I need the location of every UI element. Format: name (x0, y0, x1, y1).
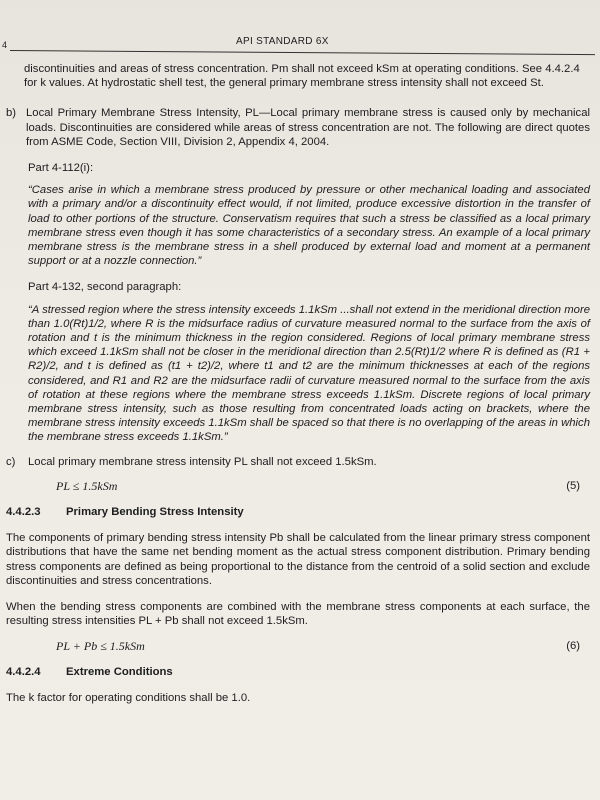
equation-5-expression: PL ≤ 1.5kSm (56, 478, 118, 493)
equation-5 (56, 479, 580, 493)
item-b-label: b) (6, 107, 17, 120)
item-c-label: c) (6, 455, 16, 468)
equation-6-expression: PL + Pb ≤ 1.5kSm (56, 638, 145, 653)
section-4423-paragraph-1: The components of primary bending stress intensity Pb shall be calculated from the linear primary stress component distributions that have the same net bending moment as the actual stress component distribution. Primary bending stress components are defined as being proportional to the distance from the centroid of a solid section and exclude discontinuities and stress concentrations. (6, 532, 590, 587)
page-content (6, 62, 590, 705)
section-4424-title: Extreme Conditions (66, 665, 173, 678)
part-4-132-quote: “A stressed region where the stress intensity exceeds 1.1kSm ...shall not extend in the meridional direction more than 1.0(Rt)1/2, where R is the midsurface radius of curvature measured normal to the surface from the axis of rotation and t is the minimum thickness in the region considered. Regions of local primary membrane stress which exceed 1.1kSm shall not be closer in the meridional direction than 2.5(Rt)1/2 where R is defined as (R1 + R2)/2, and t is defined as (t1 + t2)/2, where t1 and t2 are the minimum thicknesses at each of the regions considered, and R1 and R2 are the midsurface radii of curvature measured normal to the surface from the axis of rotation at these regions where the membrane stress exceeds 1.1kSm. Discrete regions of local primary membrane stress intensity, such as those resulting from concentrated loads acting on brackets, where the membrane stress intensity exceeds 1.1kSm shall be spaced so that there is no overlapping of the areas in which the membrane stress exceeds 1.1kSm.” (28, 303, 590, 444)
section-4423-paragraph-2: When the bending stress components are combined with the membrane stress components at each surface, the resulting stress intensities PL + Pb shall not exceed 1.5kSm. (6, 601, 590, 628)
item-b-intro: Local Primary Membrane Stress Intensity, PL—Local primary membrane stress is caused only by mechanical loads. Discontinuities are considered while areas of stress concentration are not. The following are direct quotes from ASME Code, Section VIII, Division 2, Appendix 4, 2004. (26, 107, 590, 148)
equation-6-number: (6) (566, 639, 580, 652)
section-4424-paragraph-1: The k factor for operating conditions shall be 1.0. (6, 691, 251, 704)
part-4-132-label: Part 4-132, second paragraph: (28, 281, 182, 294)
part-4-112-label: Part 4-112(i): (28, 162, 94, 175)
item-b (6, 106, 590, 149)
equation-5-number: (5) (566, 479, 580, 492)
page-number: 4 (2, 40, 8, 50)
section-4423-title: Primary Bending Stress Intensity (66, 506, 244, 519)
item-c (6, 455, 590, 469)
running-header: API STANDARD 6X (236, 36, 329, 47)
item-c-text: Local primary membrane stress intensity PL shall not exceed 1.5kSm. (28, 455, 377, 468)
part-4-112-quote: “Cases arise in which a membrane stress produced by pressure or other mechanical loading and associated with a primary and/or a discontinuity effect would, if not limited, produce excessive distortion in the transfer of load to other portions of the structure. Conservatism requires that such a stress be classified as a local primary membrane stress even though it has some characteristics of a secondary stress. An example of a local primary membrane stress is the membrane stress in a shell produced by external load and moment at a permanent support or at a nozzle connection.” (28, 184, 590, 268)
header-rule (10, 50, 595, 55)
section-4423-number: 4.4.2.3 (6, 506, 41, 519)
section-4424-heading (6, 665, 590, 679)
section-4423-heading (6, 505, 590, 519)
equation-6 (56, 639, 580, 653)
continuation-paragraph: discontinuities and areas of stress concentration. Pm shall not exceed kSm at operating conditions. See 4.4.2.4 for k values. At hydrostatic shell test, the general primary membrane stress intensity shall not exceed St. (24, 63, 580, 90)
section-4424-number: 4.4.2.4 (6, 665, 41, 678)
